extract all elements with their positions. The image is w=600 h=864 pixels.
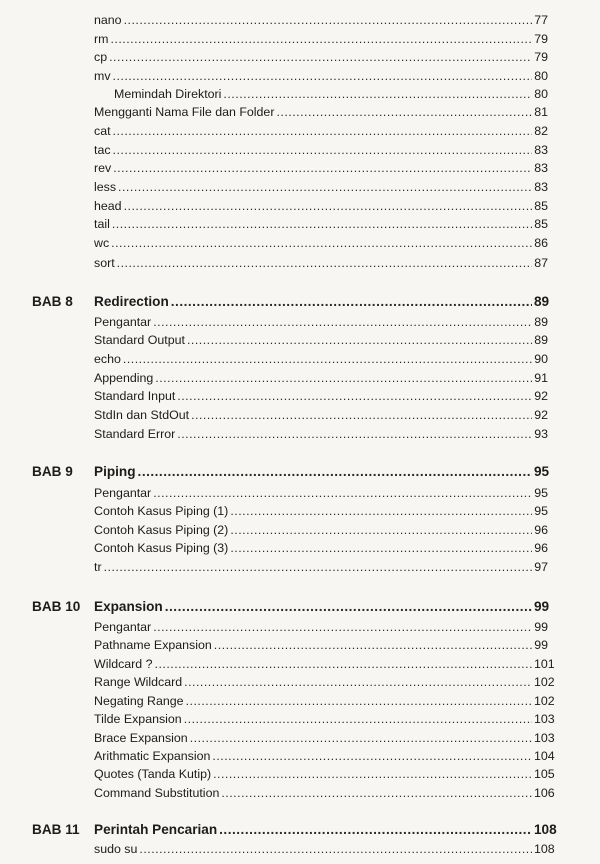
entry-title: rev <box>94 161 112 175</box>
toc-entry[interactable] <box>94 406 548 425</box>
entry-page: 79 <box>534 50 548 64</box>
toc-entry[interactable] <box>94 425 548 444</box>
entry-title: StdIn dan StdOut <box>94 408 190 422</box>
entry-title: Appending <box>94 371 154 385</box>
toc-entry[interactable] <box>94 369 548 388</box>
dot-leader <box>191 406 532 425</box>
toc-entry-mv[interactable] <box>94 67 548 86</box>
entry-page: 106 <box>534 786 555 800</box>
entry-title: Negating Range <box>94 694 184 708</box>
entry-page: 83 <box>534 143 548 157</box>
toc-entry-rev[interactable] <box>94 159 548 178</box>
dot-leader <box>171 292 532 311</box>
chapter-label-bab-10: BAB 10 <box>32 599 81 614</box>
toc-entry[interactable] <box>94 502 548 521</box>
chapter-label-bab-11: BAB 11 <box>32 822 80 837</box>
entry-page: 77 <box>534 13 548 27</box>
toc-entry[interactable] <box>94 484 548 503</box>
entry-page: 79 <box>534 32 548 46</box>
dot-leader <box>155 369 532 388</box>
dot-leader <box>221 784 532 803</box>
dot-leader <box>184 710 532 729</box>
entry-page: 90 <box>534 352 548 366</box>
dot-leader <box>212 747 532 766</box>
entry-title: sudo su <box>94 842 138 856</box>
entry-title: less <box>94 180 117 194</box>
dot-leader <box>113 141 532 160</box>
dot-leader <box>184 673 532 692</box>
entry-page: 85 <box>534 199 548 213</box>
entry-page: 102 <box>534 675 555 689</box>
entry-page: 81 <box>534 105 548 119</box>
toc-entry[interactable] <box>94 313 548 332</box>
toc-entry[interactable] <box>94 350 548 369</box>
toc-entry-head[interactable] <box>94 197 548 216</box>
entry-title: Brace Expansion <box>94 731 188 745</box>
entry-title: Pengantar <box>94 620 152 634</box>
dot-leader <box>155 655 532 674</box>
dot-leader <box>112 215 532 234</box>
toc-entry-cp[interactable] <box>94 48 548 67</box>
chapter-label-bab-9: BAB 9 <box>32 464 73 479</box>
dot-leader <box>186 692 532 711</box>
entry-title: Contoh Kasus Piping (2) <box>94 523 229 537</box>
toc-entry-wc[interactable] <box>94 234 548 253</box>
entry-page: 92 <box>534 408 548 422</box>
dot-leader <box>139 840 532 859</box>
entry-page: 83 <box>534 180 548 194</box>
entry-title: nano <box>94 13 122 27</box>
chapter-title: Expansion <box>94 599 163 614</box>
chapter-page: 95 <box>534 464 550 479</box>
toc-entry[interactable] <box>94 521 548 540</box>
dot-leader <box>230 539 532 558</box>
toc-entry[interactable] <box>94 539 548 558</box>
entry-page: 104 <box>534 749 555 763</box>
dot-leader <box>118 178 532 197</box>
entry-page: 102 <box>534 694 555 708</box>
dot-leader <box>111 234 532 253</box>
dot-leader <box>153 618 532 637</box>
entry-title: Contoh Kasus Piping (1) <box>94 504 229 518</box>
chapter-title: Redirection <box>94 294 169 309</box>
dot-leader <box>177 425 532 444</box>
dot-leader <box>117 254 532 273</box>
entry-title: tr <box>94 560 102 574</box>
dot-leader <box>123 350 532 369</box>
entry-page: 95 <box>534 486 548 500</box>
entry-page: 108 <box>534 842 555 856</box>
toc-entry-nano[interactable] <box>94 11 548 30</box>
dot-leader <box>109 48 532 67</box>
entry-page: 97 <box>534 560 548 574</box>
dot-leader <box>165 597 532 616</box>
toc-entry-cat[interactable] <box>94 122 548 141</box>
entry-page: 85 <box>534 217 548 231</box>
entry-page: 89 <box>534 315 548 329</box>
chapter-page: 89 <box>534 294 550 309</box>
entry-page: 101 <box>534 657 555 671</box>
entry-title: sort <box>94 256 115 270</box>
entry-title: Standard Error <box>94 427 176 441</box>
chapter-page: 99 <box>534 599 550 614</box>
entry-title: Pathname Expansion <box>94 638 212 652</box>
chapter-title: Piping <box>94 464 136 479</box>
entry-title: Standard Output <box>94 333 185 347</box>
toc-entry[interactable] <box>94 729 555 748</box>
dot-leader <box>187 331 532 350</box>
toc-entry[interactable] <box>94 747 555 766</box>
toc-entry-mengganti-nama[interactable] <box>94 103 548 122</box>
toc-entry[interactable] <box>94 331 548 350</box>
toc-entry[interactable] <box>94 673 555 692</box>
toc-entry[interactable] <box>94 710 555 729</box>
entry-title: Memindah Direktori <box>114 87 222 101</box>
toc-entry[interactable] <box>94 692 555 711</box>
dot-leader <box>113 67 532 86</box>
dot-leader <box>113 159 532 178</box>
dot-leader <box>177 387 532 406</box>
chapter-label-bab-8: BAB 8 <box>32 294 73 309</box>
entry-page: 89 <box>534 333 548 347</box>
entry-title: Range Wildcard <box>94 675 183 689</box>
dot-leader <box>219 820 532 839</box>
entry-title: Standard Input <box>94 389 176 403</box>
entry-page: 80 <box>534 87 548 101</box>
entry-title: Arithmatic Expansion <box>94 749 211 763</box>
toc-entry-memindah-direktori[interactable] <box>114 85 548 104</box>
chapter-heading-redirection[interactable] <box>94 292 548 311</box>
toc-entry[interactable] <box>94 558 548 577</box>
entry-title: tail <box>94 217 110 231</box>
entry-title: head <box>94 199 122 213</box>
chapter-page: 108 <box>534 822 557 837</box>
entry-page: 103 <box>534 712 555 726</box>
entry-title: Tilde Expansion <box>94 712 182 726</box>
entry-title: Wildcard ? <box>94 657 153 671</box>
entry-title: wc <box>94 236 110 250</box>
chapter-heading-perintah-pencarian[interactable] <box>94 820 557 839</box>
entry-page: 103 <box>534 731 555 745</box>
toc-entry-rm[interactable] <box>94 30 548 49</box>
entry-page: 92 <box>534 389 548 403</box>
chapter-heading-piping[interactable] <box>94 462 548 481</box>
toc-entry-less[interactable] <box>94 178 548 197</box>
entry-page: 91 <box>534 371 548 385</box>
entry-title: Contoh Kasus Piping (3) <box>94 541 229 555</box>
entry-page: 95 <box>534 504 548 518</box>
entry-page: 83 <box>534 161 548 175</box>
dot-leader <box>230 502 532 521</box>
toc-entry[interactable] <box>94 636 548 655</box>
toc-entry[interactable] <box>94 840 555 859</box>
entry-title: cat <box>94 124 111 138</box>
toc-entry[interactable] <box>94 618 548 637</box>
entry-title: echo <box>94 352 121 366</box>
dot-leader <box>230 521 532 540</box>
toc-entry[interactable] <box>94 784 555 803</box>
entry-page: 82 <box>534 124 548 138</box>
entry-title: Pengantar <box>94 315 152 329</box>
chapter-title: Perintah Pencarian <box>94 822 218 837</box>
toc-entry-tac[interactable] <box>94 141 548 160</box>
chapter-heading-expansion[interactable] <box>94 597 548 616</box>
entry-page: 99 <box>534 620 548 634</box>
entry-page: 105 <box>534 767 555 781</box>
entry-title: tac <box>94 143 111 157</box>
dot-leader <box>113 122 532 141</box>
toc-entry-sort[interactable] <box>94 254 548 273</box>
entry-title: Command Substitution <box>94 786 220 800</box>
dot-leader <box>153 313 532 332</box>
dot-leader <box>124 197 532 216</box>
entry-title: Mengganti Nama File dan Folder <box>94 105 275 119</box>
dot-leader <box>214 636 532 655</box>
entry-page: 93 <box>534 427 548 441</box>
entry-title: cp <box>94 50 108 64</box>
dot-leader <box>153 484 532 503</box>
toc-entry[interactable] <box>94 765 555 784</box>
dot-leader <box>104 558 532 577</box>
toc-entry[interactable] <box>94 387 548 406</box>
entry-page: 87 <box>534 256 548 270</box>
dot-leader <box>213 765 532 784</box>
dot-leader <box>138 462 532 481</box>
dot-leader <box>124 11 532 30</box>
entry-page: 86 <box>534 236 548 250</box>
entry-page: 80 <box>534 69 548 83</box>
dot-leader <box>276 103 532 122</box>
entry-title: rm <box>94 32 109 46</box>
dot-leader <box>110 30 532 49</box>
toc-entry-tail[interactable] <box>94 215 548 234</box>
entry-title: mv <box>94 69 111 83</box>
toc-entry[interactable] <box>94 655 555 674</box>
entry-title: Quotes (Tanda Kutip) <box>94 767 212 781</box>
entry-page: 99 <box>534 638 548 652</box>
entry-page: 96 <box>534 523 548 537</box>
dot-leader <box>223 85 532 104</box>
entry-title: Pengantar <box>94 486 152 500</box>
entry-page: 96 <box>534 541 548 555</box>
dot-leader <box>190 729 532 748</box>
